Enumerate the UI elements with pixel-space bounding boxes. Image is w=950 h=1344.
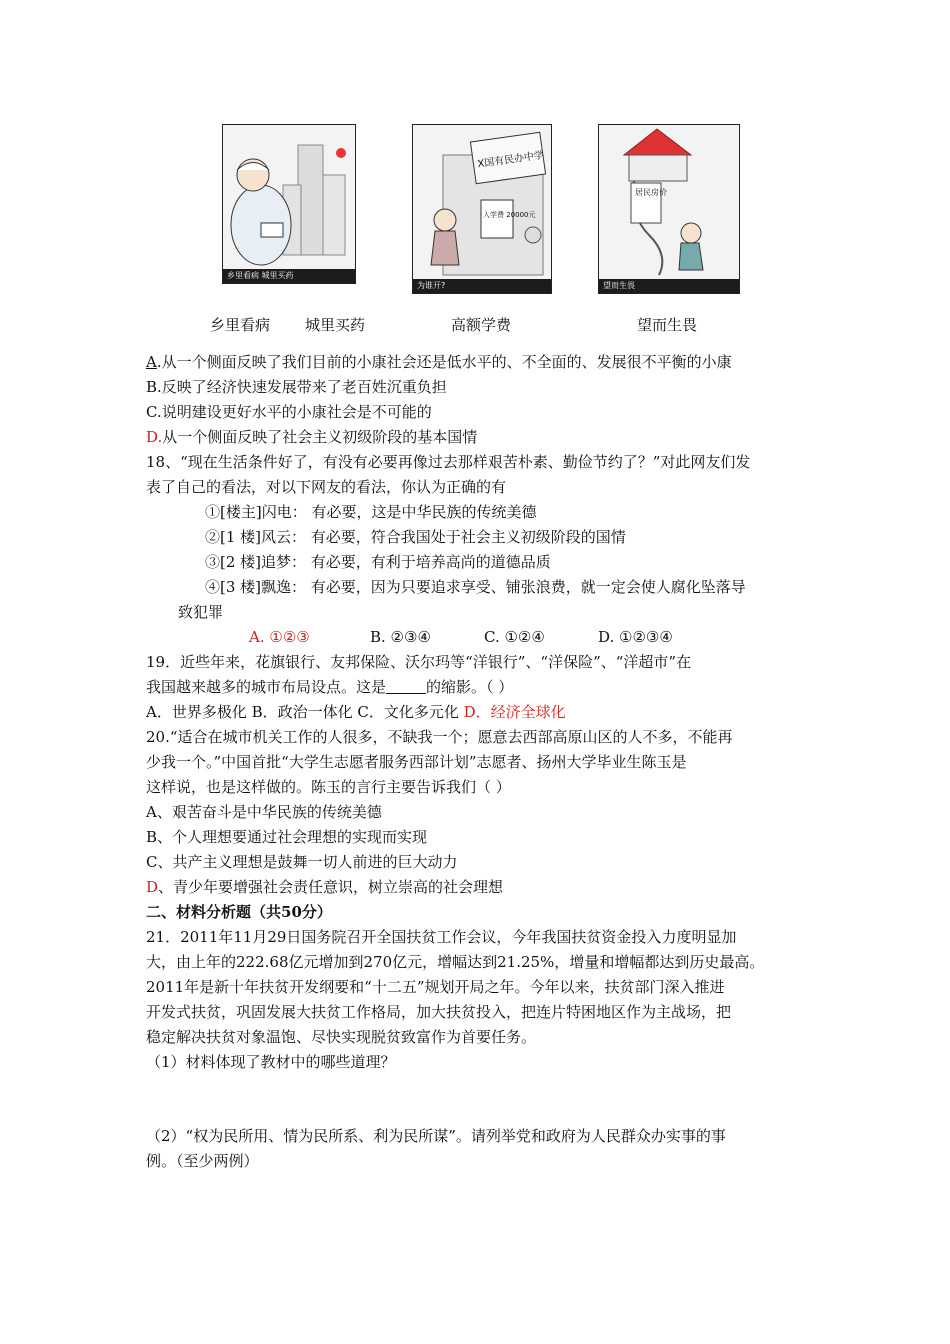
cartoon-rural-doctor bbox=[222, 124, 356, 284]
q18-option-a: A. ①②③ bbox=[249, 628, 310, 646]
caption-2: 城里买药 bbox=[305, 316, 366, 334]
q18-item-2: ②[1 楼]风云： 有必要，符合我国处于社会主义初级阶段的国情 bbox=[205, 528, 626, 546]
q18-option-b: B. ②③④ bbox=[370, 628, 431, 646]
q19-stem-2b: 的缩影。（ ） bbox=[426, 678, 514, 696]
q21-line-5: 稳定解决扶贫对象温饱、尽快实现脱贫致富作为首要任务。 bbox=[146, 1028, 537, 1046]
cartoon-house-prices-illustration bbox=[599, 125, 739, 293]
cartoon-2-bar: 为谁开? bbox=[413, 279, 551, 293]
q17-option-d bbox=[146, 426, 477, 448]
q18-option-c: C. ①②④ bbox=[484, 628, 545, 646]
cartoon-school-fees bbox=[412, 124, 552, 294]
q18-item-4-cont: 致犯罪 bbox=[178, 603, 224, 621]
caption-4: 望而生畏 bbox=[637, 316, 698, 334]
q17-option-d-text: 从一个侧面反映了社会主义初级阶段的基本国情 bbox=[162, 428, 478, 446]
section-2-heading: 二、材料分析题（共50分） bbox=[146, 903, 332, 921]
q19-stem-2a: 我国越来越多的城市布局设点。这是 bbox=[146, 678, 387, 696]
q19-options-abc: A．世界多极化 B．政治一体化 C．文化多元化 bbox=[146, 703, 464, 721]
q17-option-a-letter: A bbox=[146, 353, 157, 371]
q18-item-4: ④[3 楼]飘逸： 有必要，因为只要追求享受、铺张浪费，就一定会使人腐化坠落导 bbox=[205, 578, 746, 596]
caption-1: 乡里看病 bbox=[210, 316, 271, 334]
q21-line-4: 开发式扶贫，巩固发展大扶贫工作格局，加大扶贫投入，把连片特困地区作为主战场，把 bbox=[146, 1003, 732, 1021]
q20-option-a: A、艰苦奋斗是中华民族的传统美德 bbox=[146, 803, 382, 821]
q19-options bbox=[146, 701, 566, 723]
cartoon-school-fees-illustration bbox=[413, 125, 551, 293]
q20-option-d bbox=[146, 876, 503, 898]
q20-option-d-text: 、青少年要增强社会责任意识，树立崇高的社会理想 bbox=[158, 878, 504, 896]
q20-stem-2: 少我一个。”中国首批“大学生志愿者服务西部计划”志愿者、扬州大学毕业生陈玉是 bbox=[146, 753, 687, 771]
q20-option-c: C、共产主义理想是鼓舞一切人前进的巨大动力 bbox=[146, 853, 458, 871]
q18-item-1: ①[楼主]闪电： 有必要，这是中华民族的传统美德 bbox=[205, 503, 537, 521]
cartoon-house-prices bbox=[598, 124, 740, 294]
q18-stem-2: 表了自己的看法，对以下网友的看法，你认为正确的有 bbox=[146, 478, 507, 496]
q21-line-2: 大，由上年的222.68亿元增加到270亿元，增幅达到21.25%，增量和增幅都达到历史最高。 bbox=[146, 953, 765, 971]
q21-sub-question-1: （1）材料体现了教材中的哪些道理？ bbox=[146, 1053, 396, 1071]
q17-option-a-text: .从一个侧面反映了我们目前的小康社会还是低水平的、不全面的、发展很不平衡的小康 bbox=[156, 353, 732, 371]
cartoon-rural-doctor-illustration bbox=[223, 125, 355, 283]
q20-option-b: B、个人理想要通过社会理想的实现而实现 bbox=[146, 828, 428, 846]
q17-option-d-letter: D. bbox=[146, 428, 163, 446]
q20-option-d-letter: D bbox=[146, 878, 159, 896]
cartoon-1-bar: 乡里看病 城里买药 bbox=[223, 269, 355, 283]
q21-sub-question-2-cont: 例。（至少两例） bbox=[146, 1152, 259, 1170]
caption-3: 高额学费 bbox=[451, 316, 512, 334]
q17-option-c: C.说明建设更好水平的小康社会是不可能的 bbox=[146, 403, 432, 421]
q17-option-b: B.反映了经济快速发展带来了老百姓沉重负担 bbox=[146, 378, 447, 396]
q17-option-a bbox=[146, 351, 732, 373]
q18-option-d: D. ①②③④ bbox=[598, 628, 673, 646]
cartoon-3-bar: 望而生畏 bbox=[599, 279, 739, 293]
q21-line-1: 21．2011年11月29日国务院召开全国扶贫工作会议，今年我国扶贫资金投入力度明显加 bbox=[146, 928, 737, 946]
q19-stem-1: 19．近些年来，花旗银行、友邦保险、沃尔玛等“洋银行”、“洋保险”、“洋超市”在 bbox=[146, 653, 692, 671]
q18-item-3: ③[2 楼]追梦： 有必要，有利于培养高尚的道德品质 bbox=[205, 553, 551, 571]
q21-sub-question-2: （2）“权为民所用、情为民所系、利为民所谋”。请列举党和政府为人民群众办实事的事 bbox=[146, 1127, 726, 1145]
q21-line-3: 2011年是新十年扶贫开发纲要和“十二五”规划开局之年。今年以来，扶贫部门深入推进 bbox=[146, 978, 725, 996]
q19-option-d: D．经济全球化 bbox=[463, 703, 566, 721]
q19-stem-2 bbox=[146, 676, 513, 698]
q19-blank bbox=[386, 679, 426, 694]
q20-stem-1: 20.“适合在城市机关工作的人很多，不缺我一个；愿意去西部高原山区的人不多，不能再 bbox=[146, 728, 733, 746]
q20-stem-3: 这样说，也是这样做的。陈玉的言行主要告诉我们（ ） bbox=[146, 778, 511, 796]
q18-stem-1: 18、“现在生活条件好了，有没有必要再像过去那样艰苦朴素、勤俭节约了？”对此网友们发 bbox=[146, 453, 751, 471]
house-price-text: 居民房价 bbox=[635, 188, 667, 197]
school-sign-text: X国有民办中学 bbox=[476, 150, 545, 171]
tuition-ticket-text: 入学费 20000元 bbox=[483, 211, 536, 219]
